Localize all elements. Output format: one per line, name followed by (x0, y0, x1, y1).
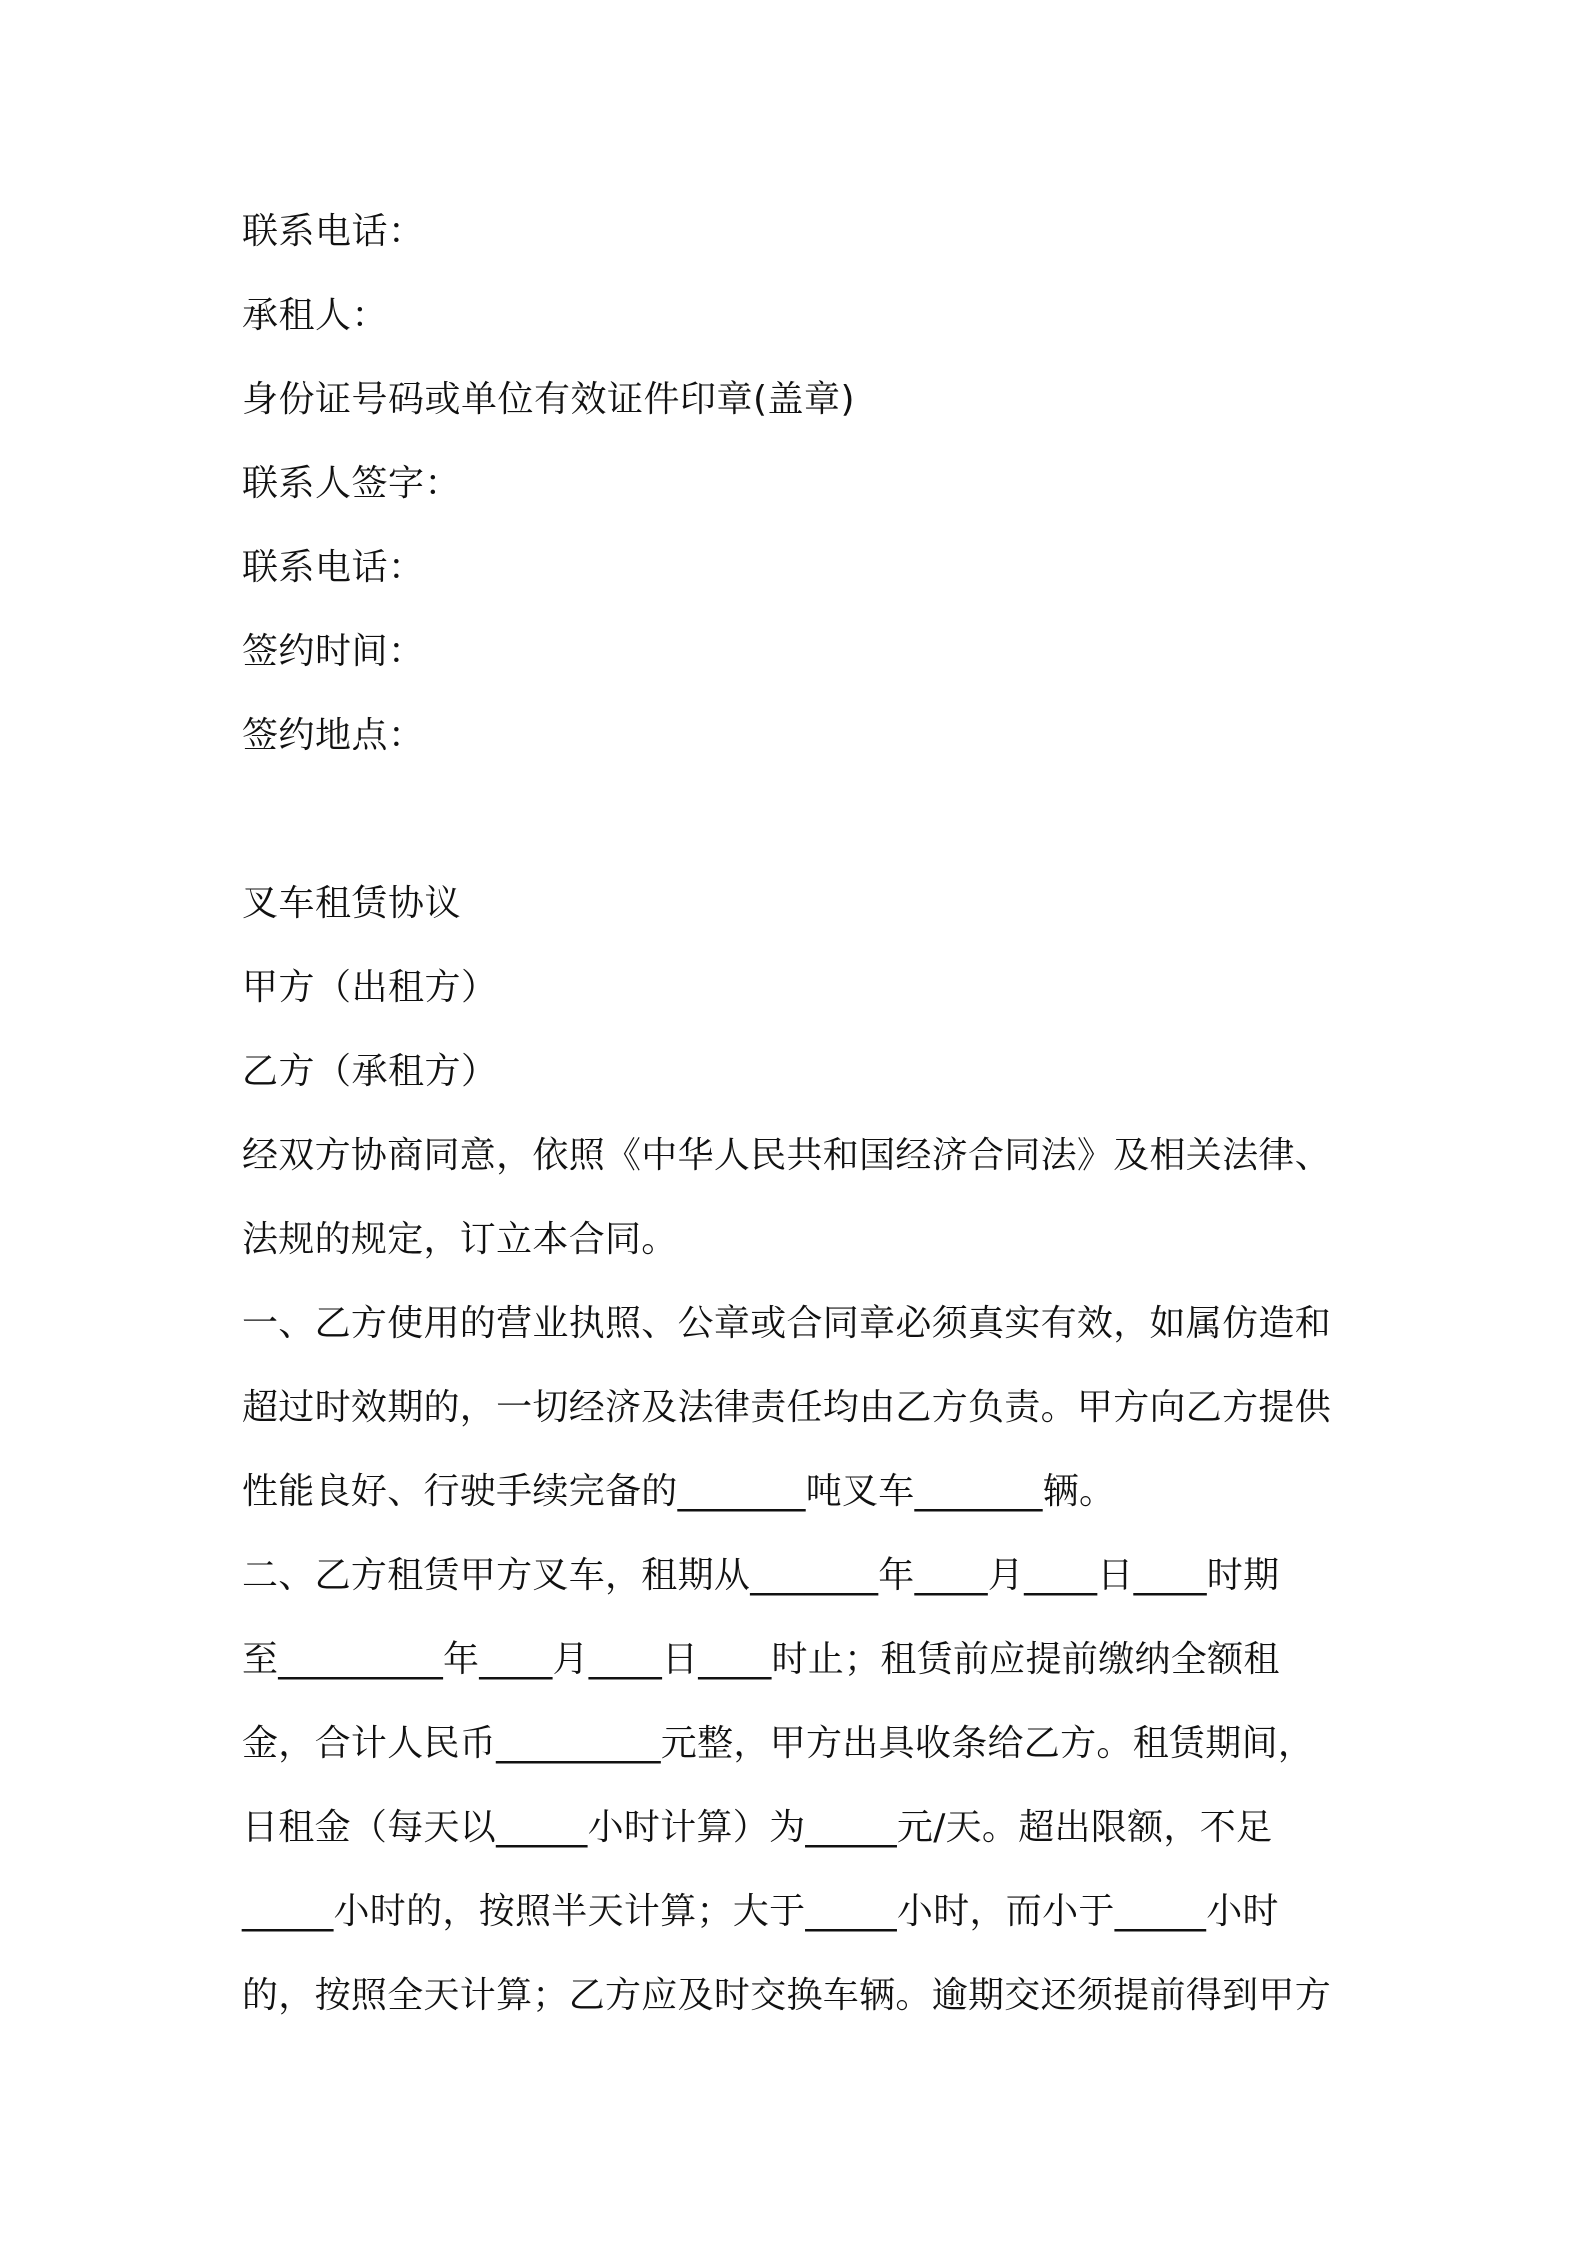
section-gap (242, 778, 1362, 862)
lessee-phone-label: 联系电话： (242, 547, 425, 588)
id-or-seal-label: 身份证号码或单位有效证件印章(盖章) (242, 379, 856, 420)
preamble-line: 经双方协商同意，依照《中华人民共和国经济合同法》及相关法律、 (242, 1135, 1332, 1176)
preamble-paragraph (242, 1114, 1362, 1282)
lessee-label: 承租人： (242, 295, 389, 336)
preamble-line: 法规的规定，订立本合同。 (242, 1219, 678, 1260)
contact-signature-label: 联系人签字： (242, 463, 462, 504)
clause-1-paragraph (242, 1282, 1362, 1534)
sign-time-label: 签约时间： (242, 631, 425, 672)
clause-1-line: 一、乙方使用的营业执照、公章或合同章必须真实有效，如属仿造和 (242, 1303, 1332, 1344)
clause-2-line: 日租金（每天以_____小时计算）为_____元/天。超出限额，不足 (242, 1807, 1273, 1848)
clause-2-line: 的，按照全天计算；乙方应及时交换车辆。逾期交还须提前得到甲方 (242, 1975, 1332, 2016)
clause-2-line: 金，合计人民币_________元整，甲方出具收条给乙方。租赁期间， (242, 1723, 1315, 1764)
clause-1-line: 性能良好、行驶手续完备的_______吨叉车_______辆。 (242, 1471, 1116, 1512)
clause-2-line: 二、乙方租赁甲方叉车，租期从_______年____月____日____时期 (242, 1555, 1280, 1596)
clause-2-line: _____小时的，按照半天计算；大于_____小时，而小于_____小时 (242, 1891, 1279, 1932)
sign-place-label: 签约地点： (242, 715, 425, 756)
clause-2-line: 至_________年____月____日____时止；租赁前应提前缴纳全额租 (242, 1639, 1280, 1680)
lessor-phone-label: 联系电话： (242, 211, 425, 252)
document-body (242, 190, 1362, 2038)
party-b-label: 乙方（承租方） (242, 1051, 498, 1092)
clause-2-paragraph (242, 1534, 1362, 2038)
party-a-label: 甲方（出租方） (242, 967, 498, 1008)
clause-1-line: 超过时效期的，一切经济及法律责任均由乙方负责。甲方向乙方提供 (242, 1387, 1332, 1428)
agreement-title: 叉车租赁协议 (242, 883, 462, 924)
